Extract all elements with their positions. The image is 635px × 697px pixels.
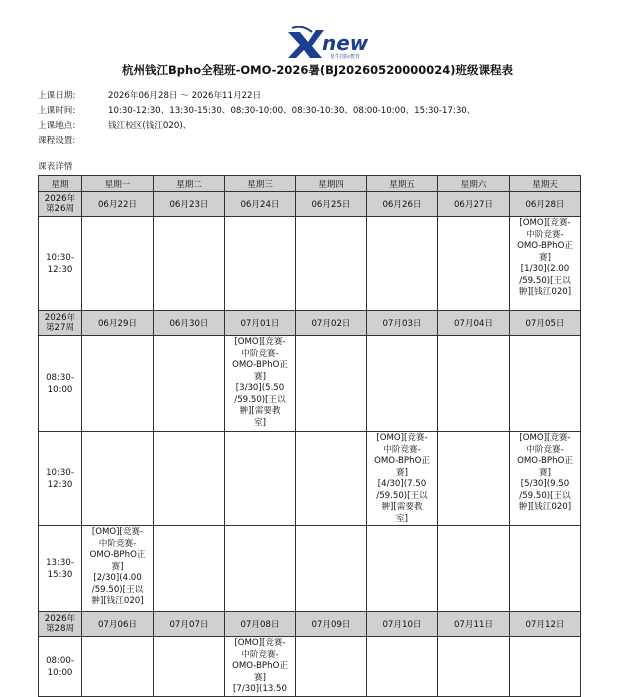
date-cell: 06月25日 <box>296 192 367 217</box>
week-label-line: 2026年 <box>44 614 76 624</box>
logo-subtext: 星牛国际教育 <box>330 54 361 60</box>
week-row <box>39 311 581 336</box>
week-row <box>39 612 581 637</box>
time-label-line: 15:30 <box>47 569 73 580</box>
header-row <box>39 176 581 192</box>
empty-cell <box>225 432 296 526</box>
info-value: 10:30-12:30、13:30-15:30、08:30-10:00、08:30-10:30、08:00-10:00、15:30-17:30、 <box>108 106 476 116</box>
date-cell: 07月01日 <box>225 311 296 336</box>
empty-cell <box>367 526 438 612</box>
empty-cell <box>438 526 510 612</box>
info-row <box>38 119 475 134</box>
class-info <box>38 89 475 149</box>
date-cell: 07月02日 <box>296 311 367 336</box>
week-label-line: 第27周 <box>45 323 75 333</box>
course-cell: [OMO][竞赛- 中阶竞赛- OMO-BPhO正 赛] [1/30](2.00 /59.50)[王以 翀][钱江020] <box>510 217 581 311</box>
course-cell: [OMO][竞赛- 中阶竞赛- OMO-BPhO正 赛] [2/30](4.00 /59.50)[王以 翀][钱江020] <box>82 526 154 612</box>
week-row <box>39 192 581 217</box>
date-cell: 07月04日 <box>438 311 510 336</box>
empty-cell <box>510 637 581 697</box>
date-cell: 06月26日 <box>367 192 438 217</box>
logo-text: new <box>322 31 369 55</box>
time-label-line: 12:30 <box>47 479 73 490</box>
time-slot-row <box>39 526 581 612</box>
schedule-table <box>38 175 581 697</box>
empty-cell <box>438 637 510 697</box>
empty-cell <box>438 336 510 432</box>
week-label <box>39 612 82 637</box>
week-label-line: 第26周 <box>45 204 75 214</box>
empty-cell <box>82 336 154 432</box>
empty-cell <box>367 336 438 432</box>
date-cell: 06月29日 <box>82 311 154 336</box>
empty-cell <box>82 217 154 311</box>
course-cell: [OMO][竞赛- 中阶竞赛- OMO-BPhO正 赛] [7/30](13.50 <box>225 637 296 697</box>
date-cell: 06月23日 <box>154 192 225 217</box>
column-header: 星期六 <box>438 176 510 192</box>
info-label: 上课地点: <box>38 121 76 131</box>
column-header: 星期 <box>39 176 82 192</box>
empty-cell <box>82 637 154 697</box>
time-label-line: 10:00 <box>47 667 73 678</box>
empty-cell <box>154 336 225 432</box>
column-header: 星期二 <box>154 176 225 192</box>
time-label <box>39 526 82 612</box>
date-cell: 07月06日 <box>82 612 154 637</box>
brand-logo <box>286 26 370 60</box>
column-header: 星期四 <box>296 176 367 192</box>
empty-cell <box>510 526 581 612</box>
empty-cell <box>154 637 225 697</box>
date-cell: 07月07日 <box>154 612 225 637</box>
empty-cell <box>438 432 510 526</box>
empty-cell <box>296 217 367 311</box>
page-title: 杭州钱江Bpho全程班-OMO-2026暑(BJ20260520000024)班级课程表 <box>122 63 513 77</box>
column-header: 星期五 <box>367 176 438 192</box>
empty-cell <box>296 637 367 697</box>
date-cell: 07月11日 <box>438 612 510 637</box>
empty-cell <box>154 217 225 311</box>
date-cell: 06月30日 <box>154 311 225 336</box>
empty-cell <box>438 217 510 311</box>
info-row <box>38 134 475 149</box>
time-slot-row <box>39 432 581 526</box>
time-slot-row <box>39 217 581 311</box>
info-label: 上课时间: <box>38 106 76 116</box>
info-value: 2026年06月28日 ～ 2026年11月22日 <box>108 91 262 101</box>
empty-cell <box>296 336 367 432</box>
week-label-line: 2026年 <box>44 313 76 323</box>
empty-cell <box>154 526 225 612</box>
empty-cell <box>225 217 296 311</box>
info-value: 钱江校区(钱江020)、 <box>108 121 192 131</box>
time-label-line: 10:30- <box>46 252 74 263</box>
column-header: 星期三 <box>225 176 296 192</box>
info-row <box>38 89 475 104</box>
date-cell: 07月09日 <box>296 612 367 637</box>
info-label: 上课日期: <box>38 91 76 101</box>
time-slot-row <box>39 336 581 432</box>
info-row <box>38 104 475 119</box>
empty-cell <box>296 526 367 612</box>
time-label-line: 13:30- <box>46 557 74 568</box>
empty-cell <box>225 526 296 612</box>
date-cell: 07月10日 <box>367 612 438 637</box>
course-cell: [OMO][竞赛- 中阶竞赛- OMO-BPhO正 赛] [5/30](9.50 /59.50)[王以 翀][钱江020] <box>510 432 581 526</box>
date-cell: 07月08日 <box>225 612 296 637</box>
week-label <box>39 311 82 336</box>
date-cell: 07月03日 <box>367 311 438 336</box>
empty-cell <box>367 637 438 697</box>
column-header: 星期一 <box>82 176 154 192</box>
empty-cell <box>82 432 154 526</box>
section-label: 课表详情 <box>38 162 73 172</box>
date-cell: 06月22日 <box>82 192 154 217</box>
time-label-line: 12:30 <box>47 264 73 275</box>
date-cell: 06月24日 <box>225 192 296 217</box>
xnew-logo-icon <box>286 26 370 60</box>
time-label-line: 10:30- <box>46 467 74 478</box>
course-cell: [OMO][竞赛- 中阶竞赛- OMO-BPhO正 赛] [4/30](7.50 /59.50)[王以 翀][需要教 室] <box>367 432 438 526</box>
empty-cell <box>154 432 225 526</box>
time-label-line: 08:00- <box>46 655 74 666</box>
column-header: 星期天 <box>510 176 581 192</box>
week-label <box>39 192 82 217</box>
time-label-line: 08:30- <box>46 372 74 383</box>
empty-cell <box>296 432 367 526</box>
time-label <box>39 336 82 432</box>
date-cell: 07月05日 <box>510 311 581 336</box>
date-cell: 07月12日 <box>510 612 581 637</box>
time-label <box>39 217 82 311</box>
week-label-line: 2026年 <box>44 194 76 204</box>
date-cell: 06月27日 <box>438 192 510 217</box>
time-label <box>39 432 82 526</box>
time-label <box>39 637 82 697</box>
info-label: 课程设置: <box>38 136 76 146</box>
time-slot-row <box>39 637 581 697</box>
time-label-line: 10:00 <box>47 384 73 395</box>
empty-cell <box>510 336 581 432</box>
date-cell: 06月28日 <box>510 192 581 217</box>
course-cell: [OMO][竞赛- 中阶竞赛- OMO-BPhO正 赛] [3/30](5.50 /59.50)[王以 翀][需要教 室] <box>225 336 296 432</box>
empty-cell <box>367 217 438 311</box>
week-label-line: 第28周 <box>45 624 75 634</box>
